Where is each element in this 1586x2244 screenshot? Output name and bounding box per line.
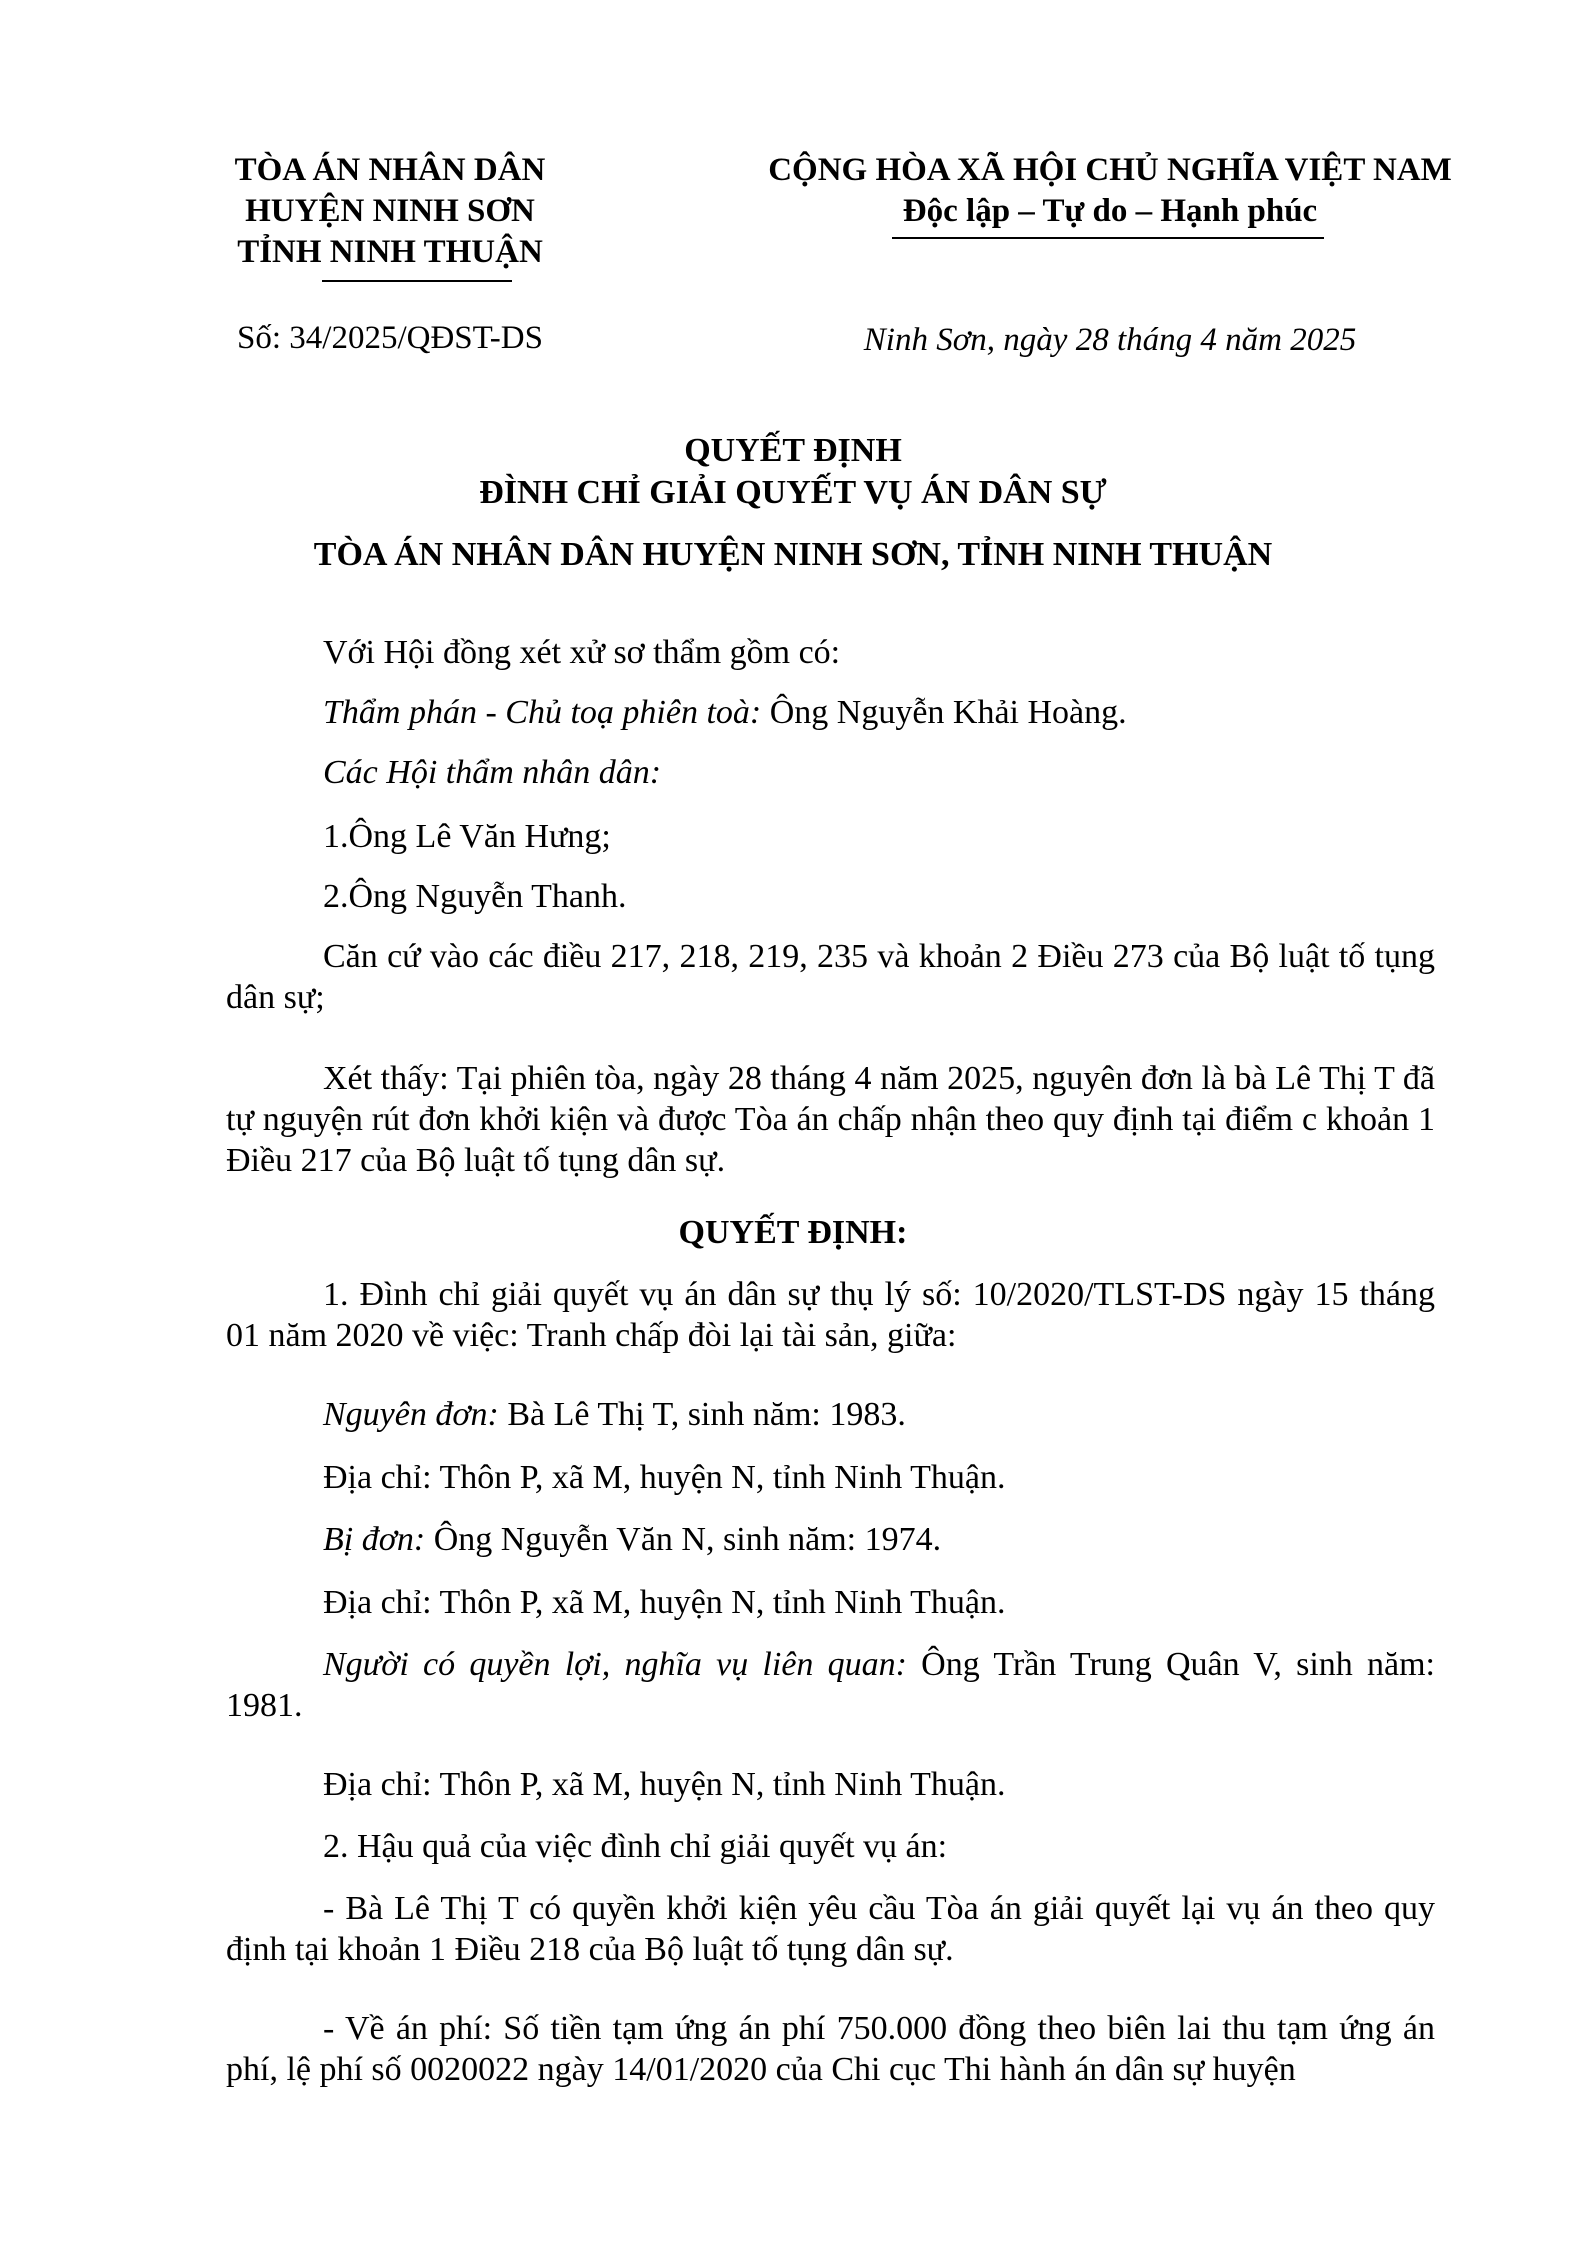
defendant [323,1519,941,1560]
presiding-judge [323,692,1127,733]
defendant-label: Bị đơn: [323,1521,426,1558]
defendant-address: Địa chỉ: Thôn P, xã M, huyện N, tỉnh Ninh Thuận. [323,1584,1006,1621]
decision-heading: QUYẾT ĐỊNH: [678,1214,908,1251]
juror-1: 1.Ông Lê Văn Hưng; [323,818,611,855]
related-party-value: Ông Trần Trung Quân V, sinh năm: 1981. [226,1646,1435,1724]
consequence-2: - Về án phí: Số tiền tạm ứng án phí 750.000 đồng theo biên lai thu tạm ứng án phí, lệ phí số 0020022 ngày 14/01/2020 của Chi cục Thi hành án dân sự huyện [226,2010,1435,2088]
defendant-value: Ông Nguyễn Văn N, sinh năm: 1974. [425,1521,942,1558]
national-motto: Độc lập – Tự do – Hạnh phúc [902,193,1318,229]
decision-item-2: 2. Hậu quả của việc đình chỉ giải quyết vụ án: [323,1828,948,1865]
legal-basis: Căn cứ vào các điều 217, 218, 219, 235 và khoản 2 Điều 273 của Bộ luật tố tụng dân sự; [226,938,1435,1016]
motto-underline [892,237,1324,239]
plaintiff [323,1394,906,1435]
court-name-line2: HUYỆN NINH SƠN [245,193,535,229]
jurors-label: Các Hội thẩm nhân dân: [323,754,662,791]
judge-label: Thẩm phán - Chủ toạ phiên toà: [323,694,762,731]
court-name-line3: TỈNH NINH THUẬN [237,234,543,270]
decision-item-1: 1. Đình chỉ giải quyết vụ án dân sự thụ lý số: 10/2020/TLST-DS ngày 15 tháng 01 năm 2020 về việc: Tranh chấp đòi lại tài sản, giữa: [226,1276,1435,1354]
place-and-date: Ninh Sơn, ngày 28 tháng 4 năm 2025 [863,322,1357,358]
related-party-address: Địa chỉ: Thôn P, xã M, huyện N, tỉnh Ninh Thuận. [323,1766,1006,1803]
related-party-label: Người có quyền lợi, nghĩa vụ liên quan: [323,1646,907,1683]
decision-number: Số: 34/2025/QĐST-DS [237,320,543,356]
issuing-court: TÒA ÁN NHÂN DÂN HUYỆN NINH SƠN, TỈNH NINH THUẬN [313,536,1273,573]
plaintiff-value: Bà Lê Thị T, sinh năm: 1983. [498,1396,906,1433]
consideration: Xét thấy: Tại phiên tòa, ngày 28 tháng 4 năm 2025, nguyên đơn là bà Lê Thị T đã tự nguyện rút đơn khởi kiện và được Tòa án chấp nhận theo quy định tại điểm c khoản 1 Điều 217 của Bộ luật tố tụng dân sự. [226,1060,1435,1179]
document-title: QUYẾT ĐỊNH [684,432,902,469]
juror-2: 2.Ông Nguyễn Thanh. [323,878,627,915]
court-name-line1: TÒA ÁN NHÂN DÂN [234,152,546,188]
plaintiff-label: Nguyên đơn: [323,1396,499,1433]
judge-name: Ông Nguyễn Khải Hoàng. [761,694,1127,731]
consequence-1: - Bà Lê Thị T có quyền khởi kiện yêu cầu Tòa án giải quyết lại vụ án theo quy định tại khoản 1 Điều 218 của Bộ luật tố tụng dân sự. [226,1890,1435,1968]
plaintiff-address: Địa chỉ: Thôn P, xã M, huyện N, tỉnh Ninh Thuận. [323,1459,1006,1496]
nation-name: CỘNG HÒA XÃ HỘI CHỦ NGHĨA VIỆT NAM [768,152,1452,188]
court-name-underline [322,280,512,282]
document-subtitle: ĐÌNH CHỈ GIẢI QUYẾT VỤ ÁN DÂN SỰ [479,474,1107,511]
related-party [226,1644,1435,1726]
panel-intro: Với Hội đồng xét xử sơ thẩm gồm có: [323,634,841,671]
